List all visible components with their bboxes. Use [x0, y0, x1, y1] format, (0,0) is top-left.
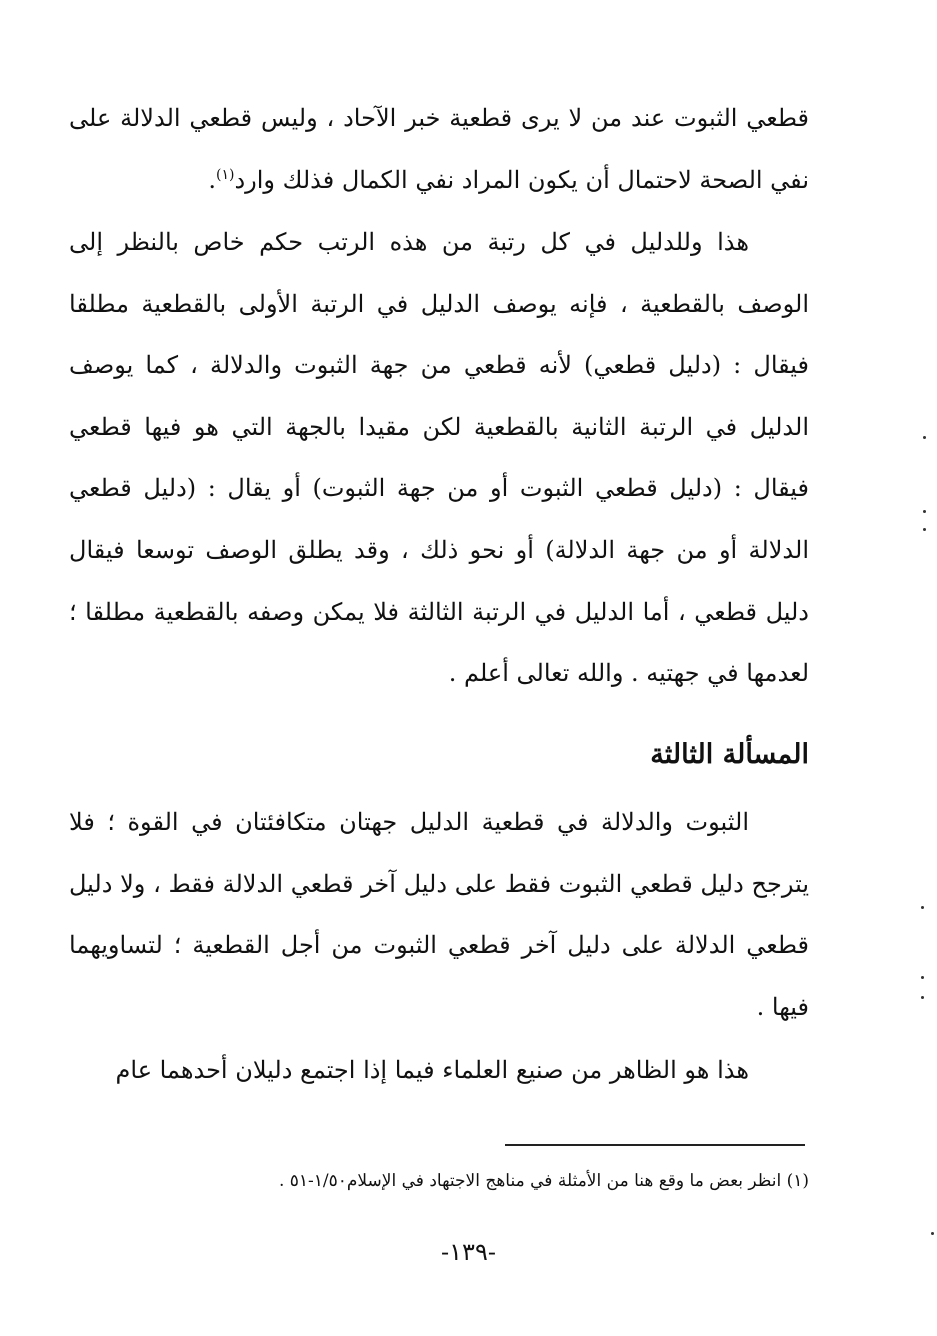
paragraph-1-text: قطعي الثبوت عند من لا يرى قطعية خبر الآحاد ، وليس قطعي الدلالة على نفي الصحة لاحتمال أن يكون المراد نفي الكمال فذلك وارد: [69, 104, 809, 194]
scan-speck: [921, 976, 924, 979]
scan-speck: [923, 436, 926, 439]
footnote-divider: [505, 1144, 805, 1146]
footnote-reference[interactable]: (١): [215, 166, 235, 183]
section-paragraph-continuing: [69, 1040, 809, 1102]
scan-speck: [923, 528, 926, 531]
paragraph-body: [69, 212, 809, 705]
scan-speck: [921, 996, 924, 999]
scan-speck: [923, 510, 926, 513]
footnote-text: (١) انظر بعض ما وقع هنا من الأمثلة في مناهج الاجتهاد في الإسلام١/٥٠-٥١ .: [278, 1171, 809, 1191]
scan-speck: [921, 906, 924, 909]
paragraph-continued: [69, 88, 809, 211]
paragraph-3-text: الثبوت والدلالة في قطعية الدليل جهتان متكافئتان في القوة ؛ فلا يترجح دليل قطعي الثبوت فقط على دليل آخر قطعي الدلالة فقط ، ولا دليل قطعي الدلالة على دليل آخر قطعي الثبوت من أجل القطعية ؛ لتساويهما فيها .: [69, 808, 809, 1021]
page-number: -١٣٩-: [441, 1238, 496, 1266]
section-paragraph: [69, 792, 809, 1038]
scan-speck: [931, 1232, 934, 1235]
paragraph-4-text: هذا هو الظاهر من صنيع العلماء فيما إذا اجتمع دليلان أحدهما عام: [115, 1056, 749, 1084]
paragraph-2-text: هذا وللدليل في كل رتبة من هذه الرتب حكم خاص بالنظر إلى الوصف بالقطعية ، فإنه يوصف الدليل في الرتبة الأولى بالقطعية مطلقا فيقال : (دليل قطعي) لأنه قطعي من جهة الثبوت والدلالة ، كما يوصف الدليل في الرتبة الثانية بالقطعية لكن مقيدا بالجهة التي هو فيها قطعي فيقال : (دليل قطعي الثبوت أو من جهة الثبوت) أو يقال : (دليل قطعي الدلالة أو من جهة الدلالة) أو نحو ذلك ، وقد يطلق الوصف توسعا فيقال دليل قطعي ، أما الدليل في الرتبة الثالثة فلا يمكن وصفه بالقطعية مطلقا ؛ لعدمها في جهتيه . والله تعالى أعلم .: [69, 228, 809, 688]
paragraph-1-end: .: [208, 165, 216, 194]
section-heading: المسألة الثالثة: [650, 739, 809, 770]
